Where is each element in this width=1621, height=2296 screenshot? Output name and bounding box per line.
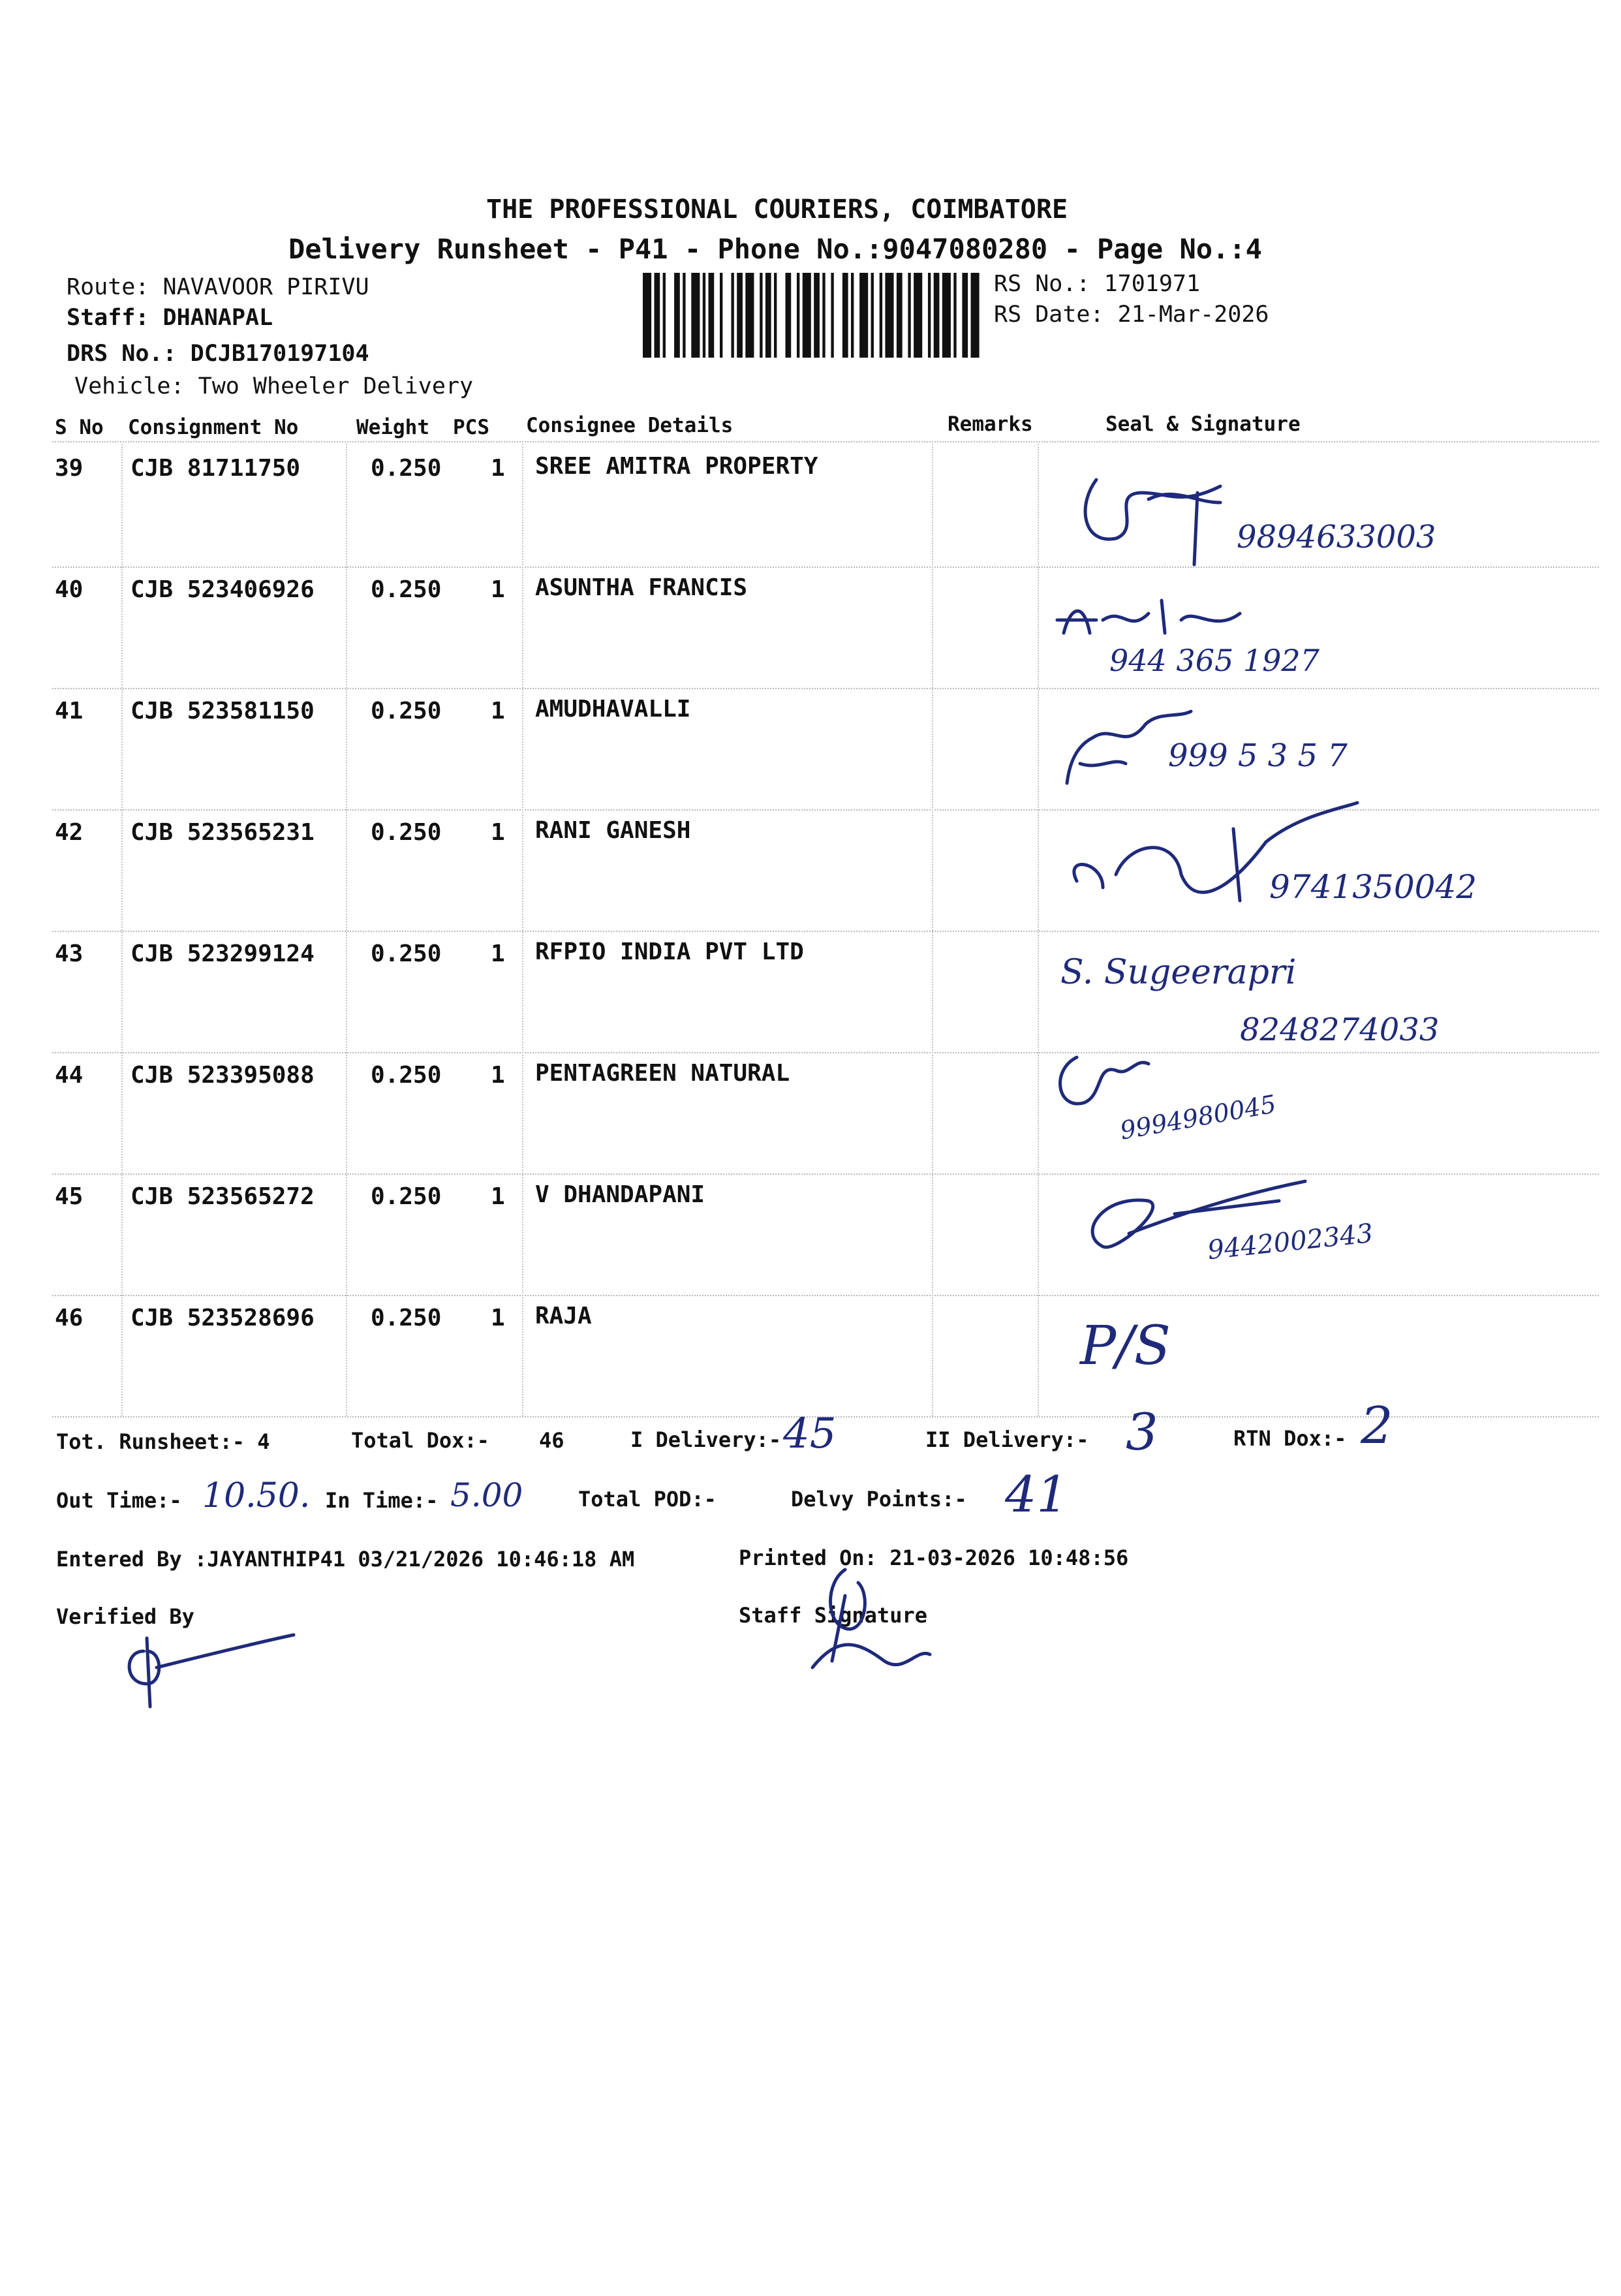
row-weight: 0.250	[371, 1183, 442, 1210]
company-title: THE PROFESSIONAL COURIERS, COIMBATORE	[486, 194, 1068, 225]
ii-delivery-handwritten: 3	[1126, 1403, 1158, 1462]
staff-signature-label: Staff Signature	[739, 1603, 927, 1628]
row-consignee: RFPIO INDIA PVT LTD	[535, 939, 804, 965]
col-header-weight: Weight	[356, 416, 429, 439]
col-header-sno: S No	[55, 416, 104, 439]
total-pod-label: Total POD:-	[578, 1487, 717, 1512]
header-rule	[52, 441, 1599, 442]
row-weight: 0.250	[371, 455, 442, 482]
row-phone-handwritten: 9894633003	[1237, 519, 1436, 555]
row-phone-handwritten: 9994980045	[1118, 1089, 1278, 1145]
row-sno: 43	[55, 940, 84, 967]
signature-scribble	[1051, 594, 1246, 646]
row-consignee: AMUDHAVALLI	[535, 696, 691, 722]
row-phone-handwritten: 8248274033	[1240, 1012, 1440, 1048]
row-consignment-no: CJB 523299124	[131, 940, 315, 967]
route-label: Route: NAVAVOOR PIRIVU	[67, 274, 369, 300]
in-time-label: In Time:-	[325, 1488, 439, 1513]
col-divider	[522, 444, 523, 1416]
vehicle-label: Vehicle: Two Wheeler Delivery	[74, 373, 474, 399]
row-pcs: 1	[491, 940, 505, 967]
barcode	[643, 273, 982, 358]
row-sno: 41	[55, 698, 84, 724]
row-weight: 0.250	[371, 576, 442, 603]
row-rule	[52, 931, 1599, 932]
row-weight: 0.250	[371, 1305, 442, 1331]
col-header-pcs: PCS	[453, 416, 489, 439]
row-consignee: PENTAGREEN NATURAL	[535, 1060, 790, 1087]
row-consignment-no: CJB 523395088	[131, 1062, 315, 1089]
row-pcs: 1	[491, 455, 505, 482]
rs-number: RS No.: 1701971	[994, 271, 1201, 297]
row-weight: 0.250	[371, 698, 442, 724]
row-pcs: 1	[491, 1062, 505, 1089]
total-dox-value: 46	[539, 1428, 564, 1453]
runsheet-subtitle: Delivery Runsheet - P41 - Phone No.:9047080280 - Page No.:4	[288, 233, 1262, 265]
row-phone-handwritten: 999 5 3 5 7	[1168, 737, 1348, 774]
row-phone-handwritten: 9442002343	[1206, 1218, 1375, 1266]
row-weight: 0.250	[371, 1062, 442, 1089]
in-time-handwritten: 5.00	[450, 1476, 523, 1514]
row-pcs: 1	[491, 698, 505, 724]
row-sno: 39	[55, 455, 84, 482]
row-pcs: 1	[491, 1305, 505, 1331]
drs-number: DRS No.: DCJB170197104	[67, 341, 369, 367]
tot-runsheet: Tot. Runsheet:- 4	[56, 1429, 270, 1454]
signer-name-handwritten: S. Sugeerapri	[1060, 953, 1297, 992]
row-sno: 46	[55, 1305, 84, 1331]
row-consignee: V DHANDAPANI	[535, 1181, 705, 1208]
row-sno: 40	[55, 576, 84, 603]
row-consignment-no: CJB 523581150	[131, 698, 315, 724]
staff-label: Staff: DHANAPAL	[67, 305, 273, 331]
row-sno: 42	[55, 819, 84, 846]
row-consignment-no: CJB 523406926	[131, 576, 315, 603]
row-consignee: RAJA	[535, 1303, 592, 1329]
staff-signature-scribble	[806, 1557, 936, 1674]
row-weight: 0.250	[371, 940, 442, 967]
row-consignment-no: CJB 523528696	[131, 1305, 315, 1331]
row-consignee: ASUNTHA FRANCIS	[535, 574, 748, 601]
signer-handwritten: P/S	[1080, 1315, 1171, 1377]
printed-on: Printed On: 21-03-2026 10:48:56	[739, 1545, 1129, 1570]
ii-delivery-label: II Delivery:-	[925, 1427, 1089, 1452]
verified-by-label: Verified By	[56, 1604, 194, 1629]
out-time-handwritten: 10.50.	[202, 1476, 311, 1515]
row-consignee: RANI GANESH	[535, 817, 691, 844]
rtn-dox-label: RTN Dox:-	[1233, 1426, 1347, 1451]
row-rule	[52, 566, 1599, 568]
entered-by: Entered By :JAYANTHIP41 03/21/2026 10:46:18 AM	[56, 1547, 635, 1572]
i-delivery-label: I Delivery:-	[630, 1427, 782, 1452]
col-divider	[932, 444, 933, 1416]
row-phone-handwritten: 9741350042	[1269, 868, 1477, 906]
row-weight: 0.250	[371, 819, 442, 846]
total-dox-label: Total Dox:-	[351, 1428, 489, 1453]
row-phone-handwritten: 944 365 1927	[1109, 643, 1320, 678]
col-divider	[1038, 444, 1039, 1416]
row-consignment-no: CJB 523565231	[131, 819, 315, 846]
row-rule	[52, 688, 1599, 689]
row-sno: 45	[55, 1183, 84, 1210]
delvy-points-label: Delvy Points:-	[791, 1487, 967, 1512]
row-pcs: 1	[491, 1183, 505, 1210]
delvy-points-handwritten: 41	[1005, 1465, 1068, 1523]
i-delivery-handwritten: 45	[783, 1410, 837, 1458]
row-sno: 44	[55, 1062, 84, 1089]
col-divider	[346, 444, 347, 1416]
row-rule	[52, 1295, 1599, 1296]
row-consignment-no: CJB 81711750	[131, 455, 301, 482]
col-header-consignment: Consignment No	[128, 416, 299, 439]
row-pcs: 1	[491, 819, 505, 846]
row-pcs: 1	[491, 576, 505, 603]
rs-date: RS Date: 21-Mar-2026	[994, 302, 1269, 328]
col-header-consignee: Consignee Details	[526, 414, 733, 437]
col-header-seal: Seal & Signature	[1105, 412, 1301, 436]
signature-scribble	[1051, 1044, 1155, 1116]
out-time-label: Out Time:-	[56, 1488, 182, 1513]
row-rule	[52, 1052, 1599, 1053]
row-consignee: SREE AMITRA PROPERTY	[535, 453, 818, 480]
verified-by-signature	[117, 1632, 313, 1710]
row-consignment-no: CJB 523565272	[131, 1183, 315, 1210]
row-rule	[52, 1173, 1599, 1175]
col-header-remarks: Remarks	[948, 412, 1033, 436]
signature-scribble	[1070, 467, 1227, 551]
col-divider	[121, 444, 123, 1416]
rtn-dox-handwritten: 2	[1361, 1397, 1393, 1455]
